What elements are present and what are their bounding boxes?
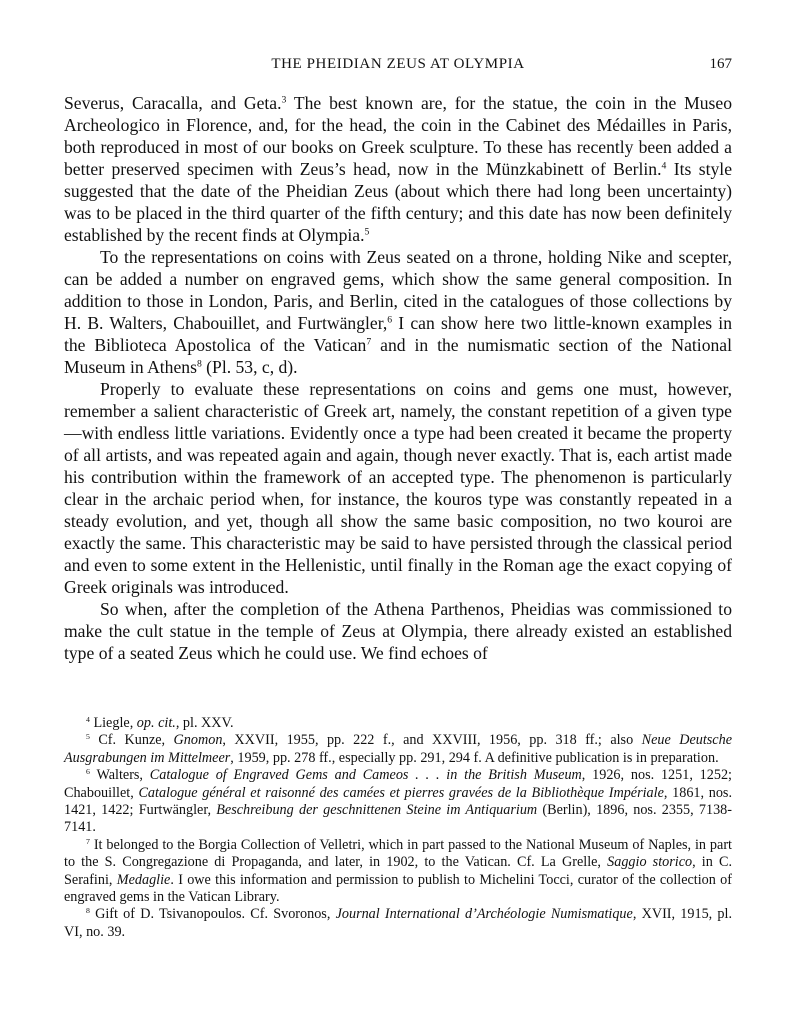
paragraph-1-text-b: The best known are, for the statue, the coin in the Museo Archeologico in Florence, and, for the head, the coin in the Cabinet des Médailles in Paris, both reproduced in most of our books on Greek sculpture. To these has recently been added a better preserved specimen with Zeus’s head, now in the Münzkabinett of Berlin. [64,93,732,179]
paragraph-3: Properly to evaluate these representations on coins and gems one must, however, remember a salient characteristic of Greek art, namely, the constant repetition of a given type—with endless little variations. Evidently once a type had been created it became the property of all artists, and was repeated again and again, though never exactly. That is, each artist made his contribution within the framework of an accepted type. The phenomenon is particularly clear in the archaic period when, for instance, the kouros type was constantly repeated in a steady evolution, and yet, though all show the same basic composition, no two kouroi are exactly the same. This characteristic may be said to have persisted through the classical period and even to some extent in the Hellenistic, until finally in the Roman age the exact copying of Greek originals was introduced. [64,379,732,597]
footnote-5-italic-1: Gnomon [173,732,223,749]
footnote-ref-5: 5 [364,226,370,238]
footnote-5-text-a: Cf. Kunze, [89,732,174,749]
footnote-8-number: 8 [86,906,90,916]
footnote-5 [64,732,732,767]
footnote-ref-3: 3 [281,94,287,106]
footnote-4-italic-1: op. cit. [136,715,176,731]
paragraph-2 [64,246,732,378]
footnote-4-text-b: , pl. XXV. [175,715,234,731]
footnote-6-text-d: (Berlin), 1896, nos. 2355, 7138-7141. [64,802,732,836]
running-title: THE PHEIDIAN ZEUS AT OLYMPIA [271,56,525,72]
paragraph-2-text-d: (Pl. 53, c, d). [201,357,298,377]
footnote-7-text-c: . I owe this information and permission to publish to Michelini Tocci, curator of the collection of engraved gems in the Vatican Library. [64,871,732,906]
paragraph-4: So when, after the completion of the Athena Parthenos, Pheidias was commissioned to make the cult statue in the temple of Zeus at Olympia, there already existed an established type of a seated Zeus which he could use. We find echoes of [64,599,732,663]
footnote-ref-7: 7 [366,336,372,348]
paragraph-1-text-a: Severus, Caracalla, and Geta. [64,93,282,113]
footnote-5-text-b: , XXVII, 1955, pp. 222 f., and XXVIII, 1956, pp. 318 ff.; also [222,732,642,749]
footnote-5-number: 5 [86,732,90,742]
paragraph-2-text-c: and in the numismatic section of the National Museum in Athens [64,335,732,377]
footnote-4 [64,715,732,732]
footnote-7-text-b: , in C. Serafini, [64,854,732,888]
footnote-5-text-c: , 1959, pp. 278 ff., especially pp. 291, 294 f. A definitive publication is in preparation. [230,749,719,766]
footnote-6-text-c: , 1861, nos. 1421, 1422; Furtwängler, [64,784,733,819]
footnote-6-italic-2: Catalogue général et raisonné des camées et pierres gravées de la Bibliothèque Impériale [138,784,664,801]
page-number: 167 [709,56,732,72]
footnote-7-text-a: It belonged to the Borgia Collection of Velletri, which in part passed to the National Museum of Naples, in part to the S. Congregazione di Propaganda, and later, in 1902, to the Vatican. Cf. La Grelle, [64,836,732,871]
paragraph-1-text-c: Its style suggested that the date of the Pheidian Zeus (about which there had long been uncertainty) was to be placed in the third quarter of the fifth century; and this date has now been definitely established by the recent finds at Olympia. [64,159,732,245]
paragraph-2-text-b: I can show here two little-known examples in the Biblioteca Apostolica of the Vatican [64,313,732,355]
paragraph-1 [64,92,732,246]
footnote-4-number: 4 [86,714,90,724]
footnote-6-italic-1: Catalogue of Engraved Gems and Cameos . . . in the British Museum [149,767,582,784]
footnote-ref-6: 6 [387,314,393,326]
footnote-7-italic-2: Medaglie [116,871,171,888]
body-text [64,92,732,664]
footnote-8 [64,906,732,941]
paragraph-2-text-a: To the representations on coins with Zeus seated on a throne, holding Nike and scepter, can be added a number on engraved gems, which show the same general composition. In addition to those in London, Paris, and Berlin, cited in the catalogues of those collections by H. B. Walters, Chabouillet, and Furtwängler, [64,247,732,333]
footnote-6-number: 6 [86,767,90,777]
footnotes [64,715,732,941]
footnote-6-italic-3: Beschreibung der geschnittenen Steine im Antiquarium [216,802,538,819]
footnote-8-italic-1: Journal International d’Archéologie Numismatique [335,906,633,923]
footnote-6 [64,767,732,837]
footnote-8-text-a: Gift of D. Tsivanopoulos. Cf. Svoronos, [89,906,336,923]
footnote-7-number: 7 [86,836,90,846]
footnote-6-text-b: , 1926, nos. 1251, 1252; Chabouillet, [64,767,732,801]
running-header [64,56,732,78]
footnote-ref-8: 8 [196,358,202,370]
footnote-6-text-a: Walters, [89,767,150,784]
footnote-5-italic-2: Neue Deutsche Ausgrabungen im Mittelmeer [64,732,732,766]
footnote-7-italic-1: Saggio storico [607,854,693,871]
footnote-ref-4: 4 [661,160,667,172]
footnote-4-text-a: Liegle, [89,715,137,731]
footnote-7 [64,837,732,907]
footnote-8-text-b: , XVII, 1915, pl. VI, no. 39. [64,906,732,940]
